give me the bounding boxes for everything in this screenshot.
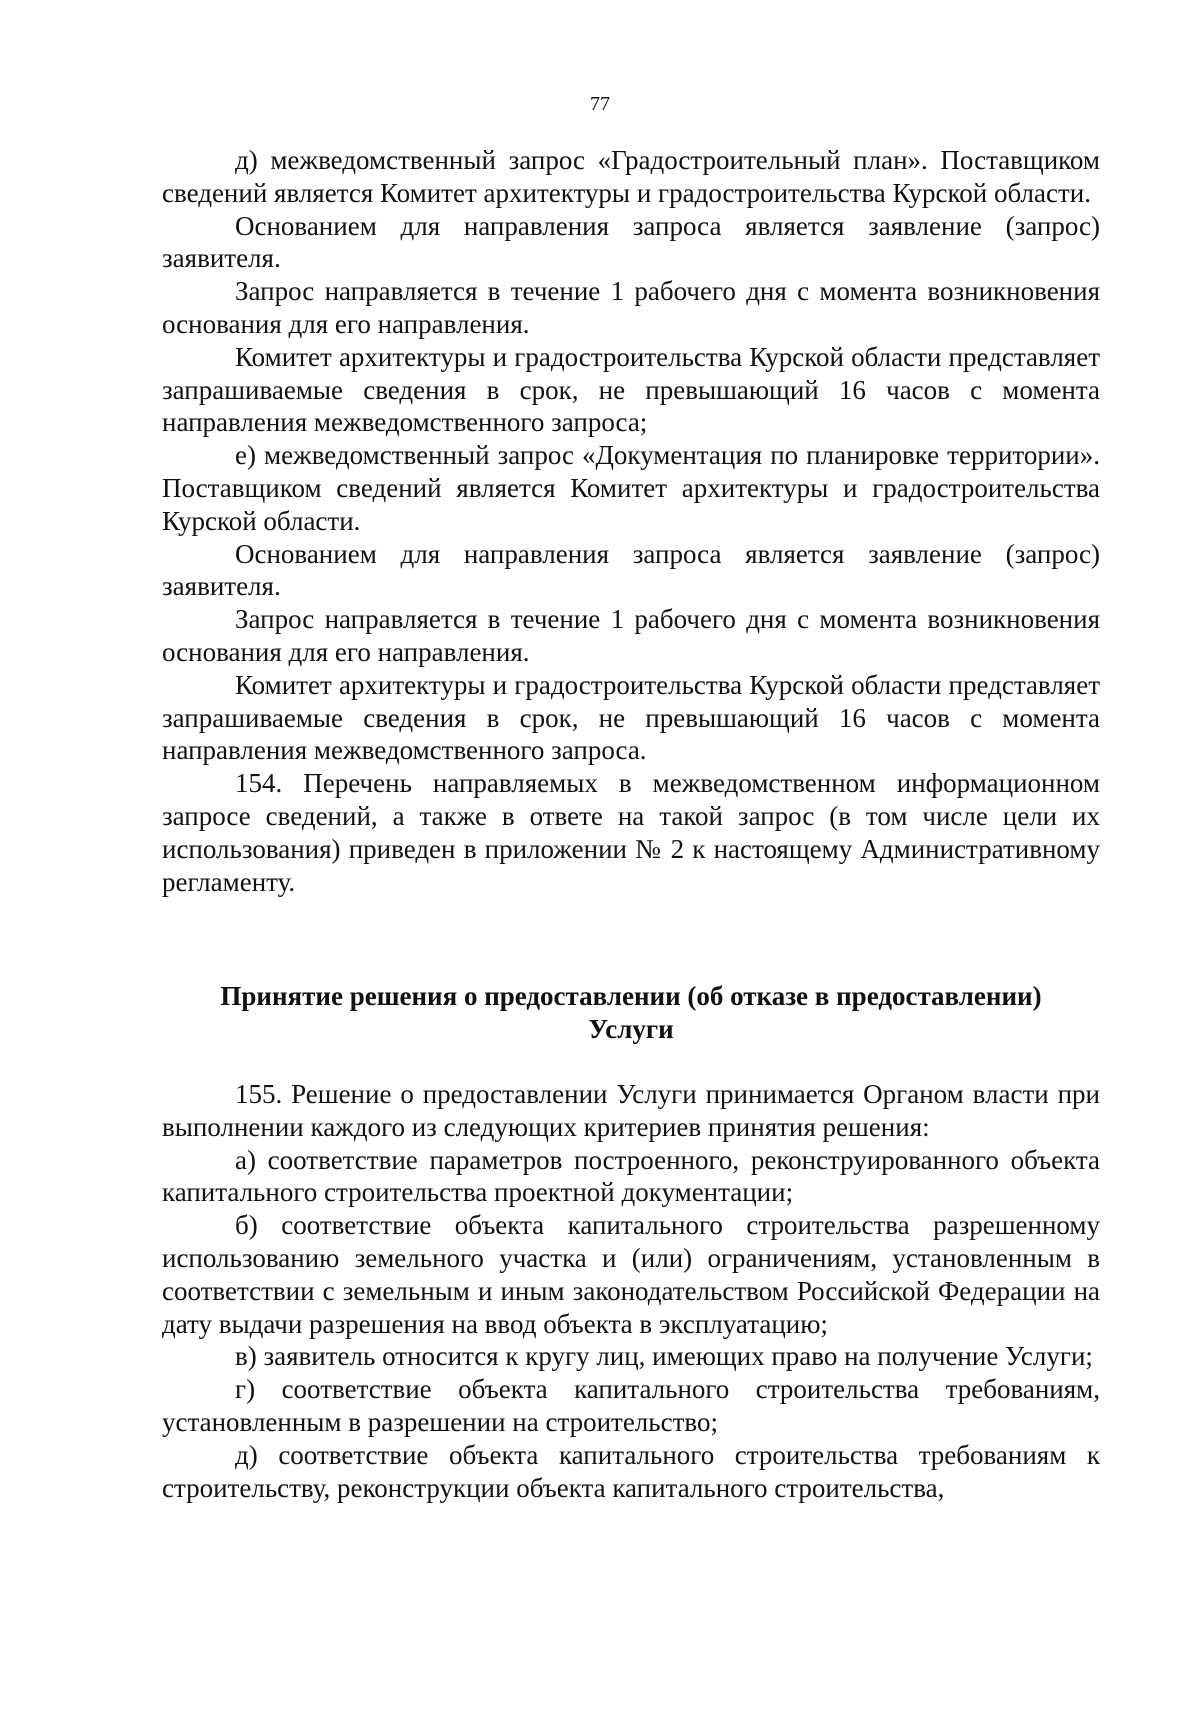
- paragraph-response-1: Комитет архитектуры и градостроительства Курской области представляет запрашиваемые сведения в срок, не превышающий 16 часов с момента направления межведомственного запроса;: [162, 341, 1100, 438]
- criterion-b: б) соответствие объекта капитального строительства разрешенному использованию земельного участка и (или) ограничениям, установленным в соответствии с земельным и иным законодательством Российской Федерации на дату выдачи разрешения на ввод объекта в эксплуатацию;: [162, 1210, 1100, 1339]
- paragraph-request-d: д) межведомственный запрос «Градостроительный план». Поставщиком сведений является Комитет архитектуры и градостроительства Курской области.: [162, 145, 1100, 208]
- section-heading-line-2: Услуги: [588, 1014, 674, 1044]
- section-heading: [162, 980, 1100, 1046]
- criterion-d: д) соответствие объекта капитального строительства требованиям к строительству, реконструкции объекта капитального строительства,: [162, 1439, 1100, 1503]
- page-number: 77: [590, 93, 610, 115]
- criterion-v: в) заявитель относится к кругу лиц, имеющих право на получение Услуги;: [235, 1341, 1093, 1372]
- paragraph-basis-1: Основанием для направления запроса является заявление (запрос) заявителя.: [162, 210, 1100, 274]
- paragraph-155: 155. Решение о предоставлении Услуги принимается Органом власти при выполнении каждого из следующих критериев принятия решения:: [162, 1079, 1100, 1142]
- paragraph-request-e: е) межведомственный запрос «Документация по планировке территории». Поставщиком сведений является Комитет архитектуры и градостроительства Курской области.: [162, 440, 1100, 536]
- body-text-top: [162, 144, 1100, 898]
- section-heading-line-1: Принятие решения о предоставлении (об отказе в предоставлении): [220, 981, 1042, 1011]
- body-text-bottom: [162, 1078, 1100, 1504]
- paragraph-response-2: Комитет архитектуры и градостроительства Курской области представляет запрашиваемые сведения в срок, не превышающий 16 часов с момента направления межведомственного запроса.: [162, 669, 1100, 766]
- criterion-g: г) соответствие объекта капитального строительства требованиям, установленным в разрешении на строительство;: [162, 1374, 1100, 1437]
- criterion-a: а) соответствие параметров построенного, реконструированного объекта капитального строительства проектной документации;: [162, 1144, 1100, 1208]
- paragraph-timing-2: Запрос направляется в течение 1 рабочего дня с момента возникновения основания для его направления.: [162, 604, 1100, 667]
- paragraph-154: 154. Перечень направляемых в межведомственном информационном запросе сведений, а также в ответе на такой запрос (в том числе цели их использования) приведен в приложении № 2 к настоящему Административному регламенту.: [162, 768, 1100, 897]
- paragraph-timing-1: Запрос направляется в течение 1 рабочего дня с момента возникновения основания для его направления.: [162, 276, 1100, 339]
- paragraph-basis-2: Основанием для направления запроса является заявление (запрос) заявителя.: [162, 538, 1100, 602]
